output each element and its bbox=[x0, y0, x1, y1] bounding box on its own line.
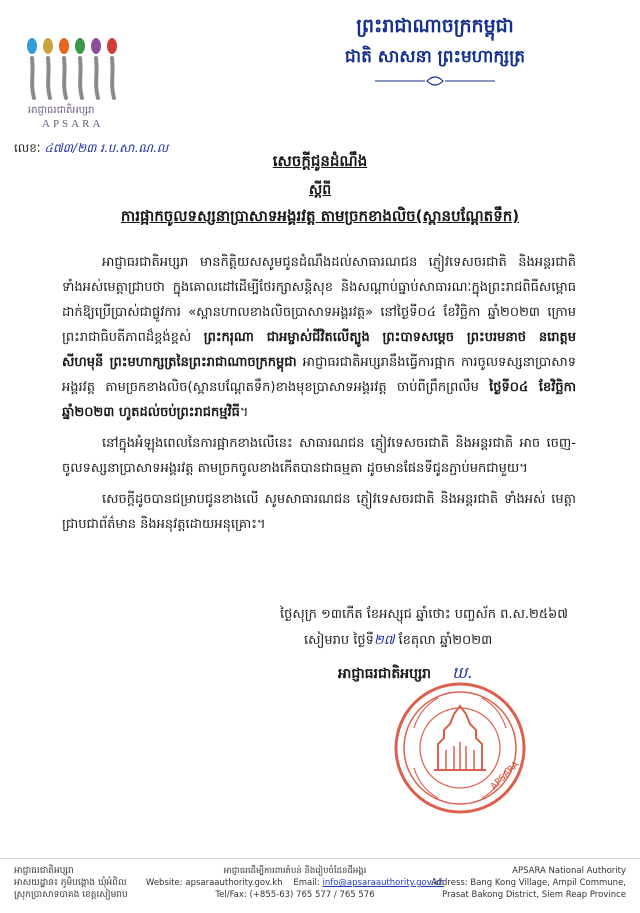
date-day: ២៧ bbox=[373, 633, 395, 648]
signer-title: អាជ្ញាធរជាតិអប្សរា bbox=[338, 666, 432, 682]
apsara-logo bbox=[22, 28, 132, 133]
paragraph-1-end: ។ bbox=[239, 405, 249, 420]
notice-title-block bbox=[60, 152, 580, 229]
notice-subject: ការផ្អាកចូលទស្សនាប្រាសាទអង្គរវត្ត តាមច្រកខាងលិច(ស្ពានបណ្តែតទឹក) bbox=[120, 207, 520, 225]
footer-left-line-1: អាជ្ញាធរជាតិអប្សរា bbox=[14, 866, 74, 876]
logo-khmer-text: អាជ្ញាធរជាតិអប្សរា bbox=[28, 105, 95, 116]
email-label: Email: bbox=[293, 878, 323, 888]
solar-date bbox=[280, 628, 600, 654]
paragraph-1-royal-title: ព្រះករុណា ជាអម្ចាស់ជីវិតលើត្បូង ព្រះបាទសម្តេច ព្រះបរមនាថ នរោត្តម សីហមុនី ព្រះមហាក្សត្រនៃព្រះរាជាណាចក្រកម្ពុជា bbox=[62, 330, 576, 370]
apsara-emblem-icon bbox=[22, 28, 132, 103]
footer-mid-title: អាជ្ញាធរដើម្បីការពារតំបន់ និងរៀបចំដែនដីអង្គរ bbox=[223, 866, 367, 876]
date-place: សៀមរាប ថ្ងៃទី bbox=[304, 633, 374, 648]
ornament-divider-icon bbox=[375, 75, 495, 87]
reference-label: លេខៈ bbox=[14, 141, 41, 155]
footer-right-line-2: Address: Bang Kong Village, Ampil Commune, bbox=[430, 878, 626, 888]
national-motto: ជាតិ សាសនា ព្រះមហាក្សត្រ bbox=[344, 47, 526, 67]
paragraph-2: នៅក្នុងអំឡុងពេលនៃការផ្អាកខាងលើនេះ សាធារណជន ភ្ញៀវទេសចរជាតិ និងអន្តរជាតិ អាច ចេញ-ចូលទស្សនាប្រាសាទអង្គរវត្ត តាមច្រកចូលខាងកើតបានជាធម្មតា ដូចមានផែនទីជូនភ្ជាប់មកជាមួយ។ bbox=[62, 436, 576, 476]
date-month: ខែតុលា bbox=[394, 633, 440, 648]
letter-header bbox=[250, 14, 620, 91]
handwritten-initial: ឃ. bbox=[452, 663, 473, 682]
footer-khmer-address bbox=[14, 865, 128, 901]
website-label: Website: bbox=[145, 878, 186, 888]
logo-latin-text: APSARA bbox=[42, 118, 104, 130]
official-seal-icon bbox=[390, 678, 530, 818]
date-block bbox=[280, 602, 600, 654]
lunar-date: ថ្ងៃសុក្រ ១៣កើត ខែអស្សុជ ឆ្នាំថោះ បញ្ចស័ក ព.ស.២៥៦៧ bbox=[280, 607, 568, 622]
footer-contact bbox=[140, 865, 450, 901]
date-year: ឆ្នាំ២០២៣ bbox=[439, 633, 493, 648]
kingdom-name: ព្រះរាជាណាចក្រកម្ពុជា bbox=[356, 15, 514, 37]
paragraph-1-text-c: អាជ្ញាធរជាតិអប្សរានឹងធ្វើការផ្អាក ការចូលទស្សនាប្រាសាទអង្គរវត្ត តាមច្រកខាងលិច(ស្ពានបណ្តែតទឹក)ខាងមុខប្រាសាទអង្គរវត្ត ចាប់ពីព្រឹកព្រលឹម bbox=[62, 355, 576, 395]
footer-left-line-3: ស្រុកប្រាសាទបាគង ខេត្តសៀមរាប bbox=[14, 890, 128, 900]
footer-web-row bbox=[140, 877, 450, 889]
paragraph-3: សេចក្តីដូចបានជម្រាបជូនខាងលើ សូមសាធារណជន ភ្ញៀវទេសចរជាតិ និងអន្តរជាតិ ទាំងអស់ មេត្តាជ្រាបជាព័ត៌មាន និងអនុវត្តដោយអនុគ្រោះ។ bbox=[62, 492, 576, 532]
footer-english-address bbox=[431, 865, 626, 901]
notice-body bbox=[62, 250, 576, 543]
footer-telfax: Tel/Fax: (+855-63) 765 577 / 765 576 bbox=[215, 890, 375, 900]
paragraph-1 bbox=[62, 250, 576, 425]
footer-right-line-1: APSARA National Authority bbox=[512, 866, 626, 876]
notice-title: សេចក្តីជូនដំណឹង bbox=[272, 152, 368, 170]
website-link[interactable]: apsaraauthority.gov.kh bbox=[185, 878, 283, 888]
seal-text: APSARA bbox=[489, 759, 522, 793]
paragraph-1-date: ថ្ងៃទី០៤ ខែវិច្ឆិកា ឆ្នាំ២០២៣ ហូតដល់ចប់ព្រះរាជកម្មវិធី bbox=[62, 380, 576, 420]
email-link[interactable]: info@apsaraauthority.gov.kh bbox=[322, 878, 445, 888]
notice-subject-label: ស្តីពី bbox=[308, 182, 332, 198]
reference-value: ៤៧៣/២៣ រ.ប.សា.ណ.ល bbox=[44, 141, 169, 155]
footer-right-line-3: Prasat Bakong District, Siem Reap Province bbox=[442, 890, 626, 900]
letter-footer bbox=[0, 858, 640, 913]
paragraph-1-text-a: អាជ្ញាធរជាតិអប្សរា មានកិត្តិយសសូមជូនដំណឹងដល់សាធារណជន ភ្ញៀវទេសចរជាតិ និងអន្តរជាតិ ទាំងអស់មេត្តាជ្រាបថា ក្នុងគោលដៅដើម្បីថែរក្សាសន្តិសុខ និងសណ្តាប់ធ្នាប់សាធារណៈក្នុងព្រះរាជពិធីសម្ពោធ ដាក់ឱ្យប្រើប្រាស់ជាផ្លូវការ «ស្ពានហាលខាងលិចប្រាសាទអង្គរវត្ត» នៅថ្ងៃទី០៤ ខែវិច្ឆិកា ឆ្នាំ២០២៣ ក្រោម ព្រះរាជាធិបតីភាពដ៏ខ្ពង់ខ្ពស់ bbox=[62, 255, 576, 345]
footer-left-line-2: អាសយដ្ឋាន៖ ភូមិបង្គោង ឃុំអំពិល bbox=[14, 878, 127, 888]
